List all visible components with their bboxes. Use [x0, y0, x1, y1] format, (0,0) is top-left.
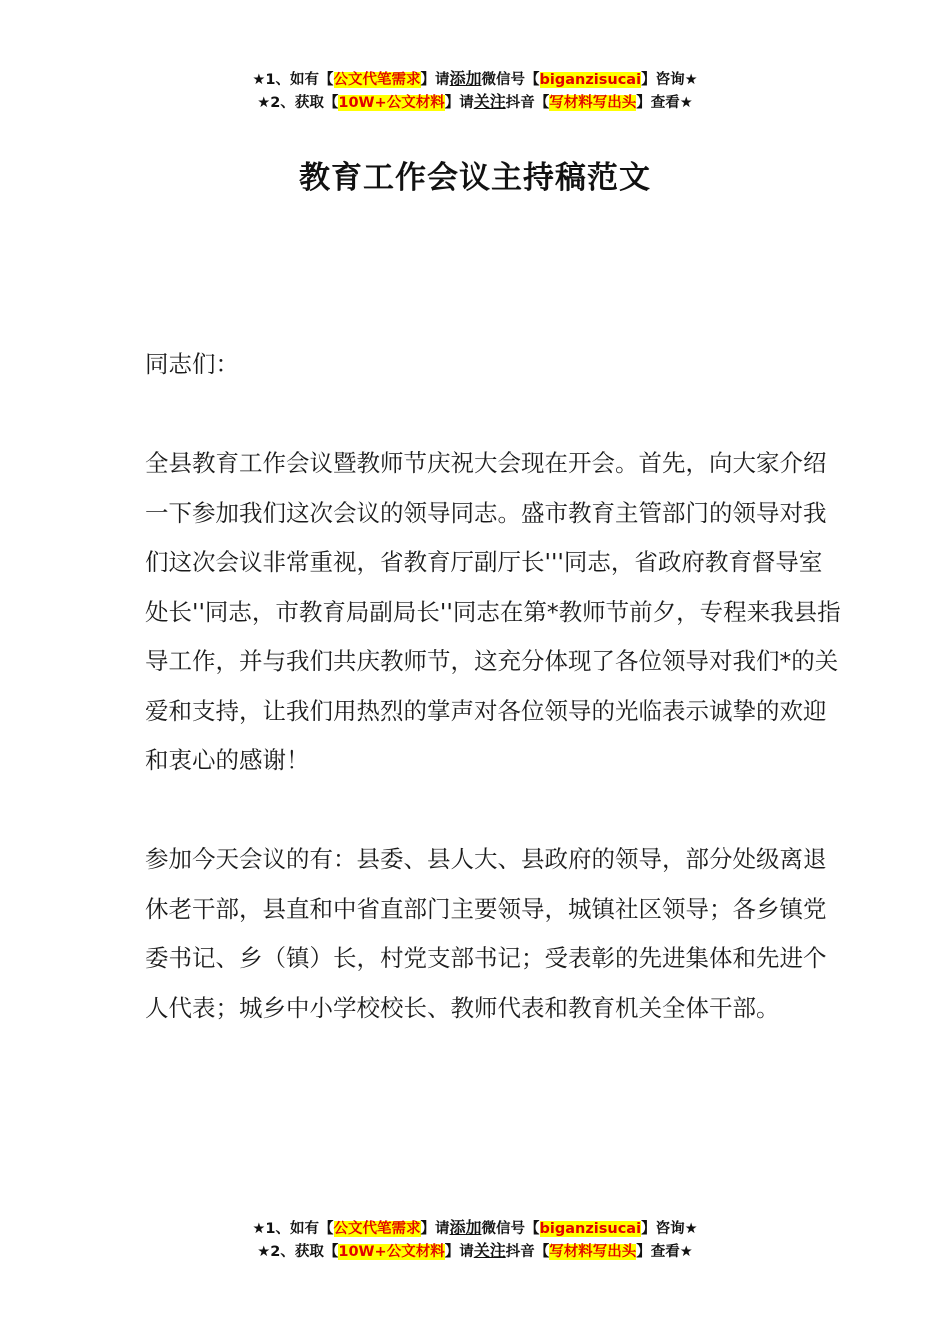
salutation: 同志们： — [145, 350, 239, 378]
footer-banner — [0, 1217, 950, 1263]
highlight-wechat-id: biganzisucai — [539, 1221, 642, 1237]
highlight-douyin: 写材料写出头 — [549, 1244, 637, 1260]
header-banner — [0, 68, 950, 114]
highlight-materials: 10W+公文材料 — [338, 95, 445, 111]
paragraph-1: 全县教育工作会议暨教师节庆祝大会现在开会。首先，向大家介绍一下参加我们这次会议的领导同志。盛市教育主管部门的领导对我们这次会议非常重视，省教育厅副厅长'''同志，省政府教育督导室处长''同志，市教育局副局长''同志在第*教师节前夕，专程来我县指导工作，并与我们共庆教师节，这充分体现了各位领导对我们*的关爱和支持，让我们用热烈的掌声对各位领导的光临表示诚挚的欢迎和衷心的感谢！ — [145, 449, 841, 774]
highlight-service: 公文代笔需求 — [333, 72, 421, 88]
banner-line-1: ★1、如有【公文代笔需求】请添加微信号【biganzisucai】咨询★ — [252, 1218, 698, 1237]
banner-line-1: ★1、如有【公文代笔需求】请添加微信号【biganzisucai】咨询★ — [252, 69, 698, 88]
emphasis-follow: 关注 — [473, 92, 506, 111]
highlight-wechat-id: biganzisucai — [539, 72, 642, 88]
emphasis-add: 添加 — [449, 69, 482, 88]
highlight-service: 公文代笔需求 — [333, 1221, 421, 1237]
emphasis-follow: 关注 — [473, 1241, 506, 1260]
emphasis-add: 添加 — [449, 1218, 482, 1237]
highlight-douyin: 写材料写出头 — [549, 95, 637, 111]
document-title: 教育工作会议主持稿范文 — [299, 160, 651, 196]
banner-line-2: ★2、获取【10W+公文材料】请关注抖音【写材料写出头】查看★ — [257, 92, 693, 111]
paragraph-2: 参加今天会议的有：县委、县人大、县政府的领导，部分处级离退休老干部，县直和中省直部门主要领导，城镇社区领导；各乡镇党委书记、乡（镇）长，村党支部书记；受表彰的先进集体和先进个人代表；城乡中小学校校长、教师代表和教育机关全体干部。 — [145, 845, 827, 1022]
document-body — [145, 340, 845, 1083]
highlight-materials: 10W+公文材料 — [338, 1244, 445, 1260]
banner-line-2: ★2、获取【10W+公文材料】请关注抖音【写材料写出头】查看★ — [257, 1241, 693, 1260]
